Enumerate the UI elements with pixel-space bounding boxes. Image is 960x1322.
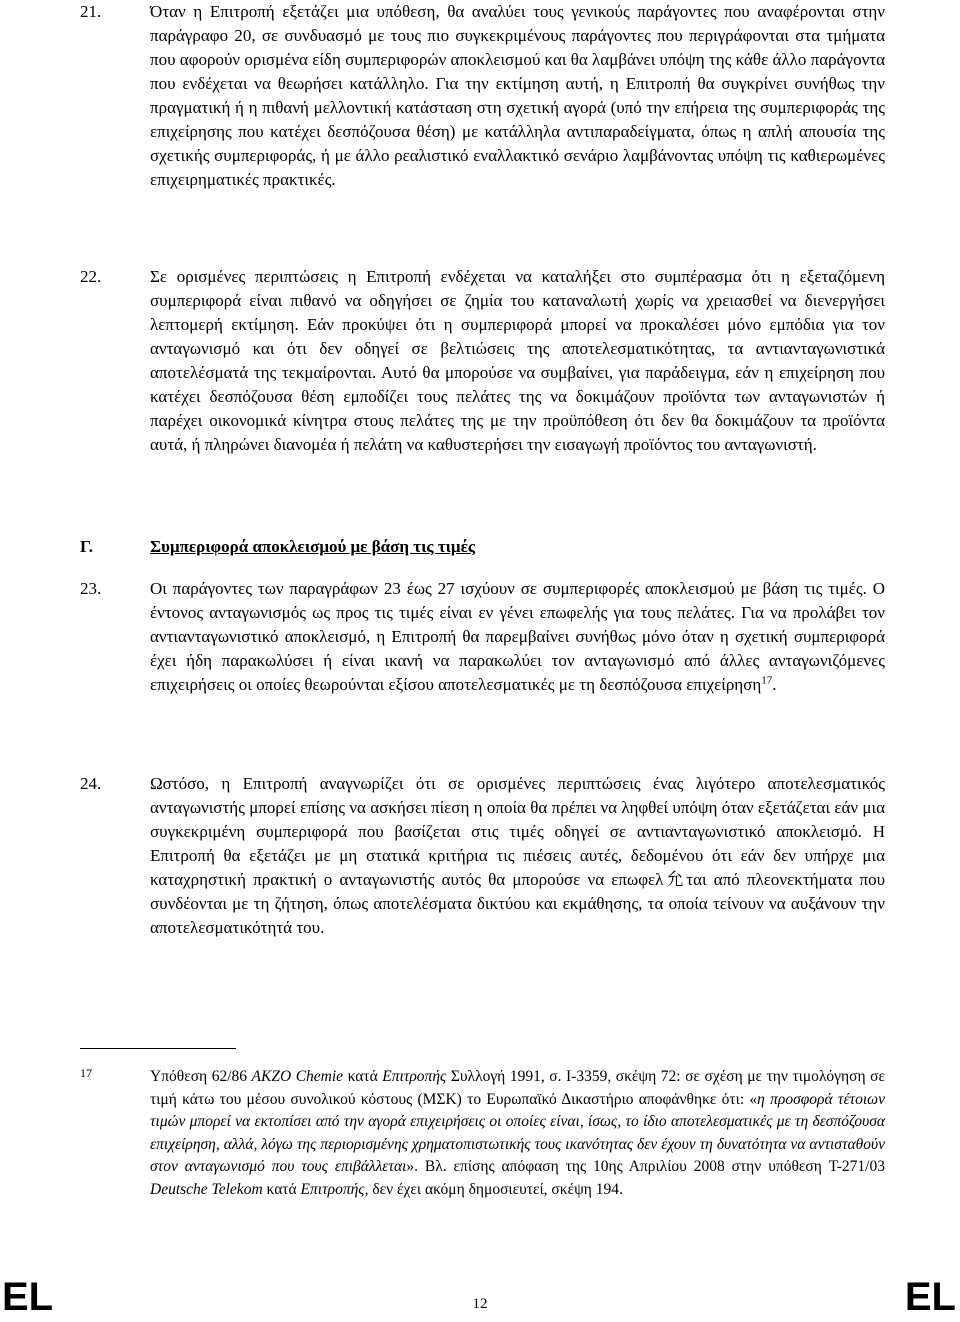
paragraph-text: Οι παράγοντες των παραγράφων 23 έως 27 ισχύουν σε συμπεριφορές αποκλεισμού με βάση τις τιμές. Ο έντονος ανταγωνισμός ως προς τις τιμές είναι εν γένει επωφελής για τους πελάτες. Για να προλάβει τον αντιανταγωνιστικό αποκλεισμό, η Επιτροπή θα παρεμβαίνει συνήθως μόνο όταν η σχετική συμπεριφορά έχει ήδη παρακωλύσει ή είναι ικανή να παρακωλύει τον ανταγωνισμό από άλλες ανταγωνιζόμενες επιχειρήσεις οι οποίες θεωρούνται εξίσου αποτελεσματικές με τη δεσπόζουσα επιχείρηση — [150, 579, 885, 694]
footer-language-left: EL — [2, 1275, 54, 1319]
paragraph-number: 22. — [80, 267, 102, 286]
paragraph-text: Σε ορισμένες περιπτώσεις η Επιτροπή ενδέχεται να καταλήξει στο συμπέρασμα ότι η εξεταζόμενη συμπεριφορά είναι πιθανό να οδηγήσει σε ζημία του καταναλωτή χωρίς να χρειασθεί να διενεργήσει λεπτομερή εκτίμηση. Εάν προκύψει ότι η συμπεριφορά μπορεί να προκαλέσει μόνο εμπόδια για τον ανταγωνισμό και ότι δεν οδηγεί σε βελτιώσεις της αποτελεσματικότητας, τα αντιανταγωνιστικά αποτελέσματά της τεκμαίρονται. Αυτό θα μπορούσε να συμβαίνει, για παράδειγμα, εάν η επιχείρηση που κατέχει δεσπόζουσα θέση εμποδίζει τους πελάτες της να δοκιμάζουν προϊόντα των ανταγωνιστών ή παρέχει οικονομικά κίνητρα στους πελάτες της με την προϋπόθεση ότι δεν θα δοκιμάζουν τα προϊόντα αυτά, ή πληρώνει διανομέα ή πελάτη να καθυστερήσει την εισαγωγή προϊόντος του ανταγωνιστή. — [150, 267, 885, 454]
footnote-segment: κατά — [343, 1068, 383, 1085]
section-title: Συμπεριφορά αποκλεισμού με βάση τις τιμές — [150, 537, 476, 556]
footnote-italic: Επιτροπής, — [300, 1180, 369, 1198]
footnote-segment: ». Βλ. επίσης απόφαση της 10ης Απριλίου 2008 στην υπόθεση T-271/03 — [406, 1158, 885, 1175]
section-letter: Γ. — [80, 537, 94, 556]
footnote-italic: Deutsche Telekom — [150, 1180, 263, 1198]
paragraph-text: Ωστόσο, η Επιτροπή αναγνωρίζει ότι σε ορισμένες περιπτώσεις ένας λιγότερο αποτελεσματικός ανταγωνιστής μπορεί επίσης να ασκήσει πίεση η οποία θα πρέπει να ληφθεί υπόψη όταν εξετάζεται εάν μια συγκεκριμένη συμπεριφορά που βασίζεται στις τιμές οδηγεί σε αντιανταγωνιστικό αποκλεισμό. Η Επιτροπή θα εξετάζει με μη στατικά κριτήρια τις πιέσεις αυτές, δεδομένου ότι εάν δεν υπήρχε μια καταχρηστική πρακτική ο ανταγωνιστής αυτός θα μπορούσε να επωφελ允ται από πλεονεκτήματα που συνδέονται με τη ζήτηση, όπως αποτελέσματα δικτύου και εκμάθησης, τα οποία τείνουν να αυξάνουν την αποτελεσματικότητά του. — [150, 774, 885, 937]
paragraph-text: Όταν η Επιτροπή εξετάζει μια υπόθεση, θα αναλύει τους γενικούς παράγοντες που αναφέρονται στην παράγραφο 20, σε συνδυασμό με τους πιο συγκεκριμένους παράγοντες που περιγράφονται στα τμήματα που αφορούν ορισμένα είδη συμπεριφορών αποκλεισμού και θα λαμβάνει υπόψη της κάθε άλλο παράγοντα που ενδέχεται να θεωρήσει κατάλληλο. Για την εκτίμηση αυτή, η Επιτροπή θα συγκρίνει συνήθως την πραγματική ή η πιθανή μελλοντική κατάσταση στη σχετική αγορά (υπό την επήρεια της συμπεριφοράς της επιχείρησης που κατέχει δεσπόζουσα θέση) με κατάλληλα αντιπαραδείγματα, όπως η απλή απουσία της σχετικής συμπεριφοράς, ή με άλλο ρεαλιστικό εναλλακτικό σενάριο λαμβάνοντας υπόψη τις καθιερωμένες επιχειρηματικές πρακτικές. — [150, 2, 885, 189]
paragraph-number: 23. — [80, 579, 102, 598]
paragraph-text-wrapper — [150, 577, 885, 697]
footnote-separator — [80, 1048, 236, 1049]
footnote-reference[interactable]: 17 — [761, 674, 773, 687]
footnote-text — [150, 1066, 885, 1201]
footnote-italic: AKZO Chemie — [251, 1068, 344, 1085]
page-number: 12 — [472, 1296, 488, 1312]
paragraph-number: 21. — [80, 2, 102, 21]
footnote-number: 17 — [80, 1066, 92, 1080]
footnote-segment: δεν έχει ακόμη δημοσιευτεί, σκέψη 194. — [368, 1180, 623, 1198]
paragraph-tail: . — [772, 675, 777, 694]
footnote-italic: η προσφορά τέτοιων τιμών μπορεί να εκτοπίσει από την αγορά επιχειρήσεις οι οποίες είναι, ίσως, το ίδιο αποτελεσματικές με τη δεσπόζουσα επιχείρηση, αλλά, λόγω της περιορισμένης χρηματοπιστωτικής τους ικανότητας δεν έχουν τη δυνατότητα να αντισταθούν στον ανταγωνισμό που τους επιβάλλεται — [150, 1090, 885, 1175]
paragraph-number: 24. — [80, 774, 102, 793]
footer-language-right: EL — [904, 1275, 956, 1319]
footnote-segment: Υπόθεση 62/86 — [150, 1068, 252, 1085]
footnote-segment: κατά — [262, 1180, 301, 1198]
footnote-italic: Επιτροπής — [382, 1068, 447, 1085]
footnote-segment: Συλλογή 1991, σ. I-3359, σκέψη 72: σε σχέση με την τιμολόγηση σε τιμή κάτω του μέσου συνολικού κόστους (ΜΣΚ) το Ευρωπαϊκό Δικαστήριο αποφάνθηκε ότι: « — [150, 1068, 885, 1108]
